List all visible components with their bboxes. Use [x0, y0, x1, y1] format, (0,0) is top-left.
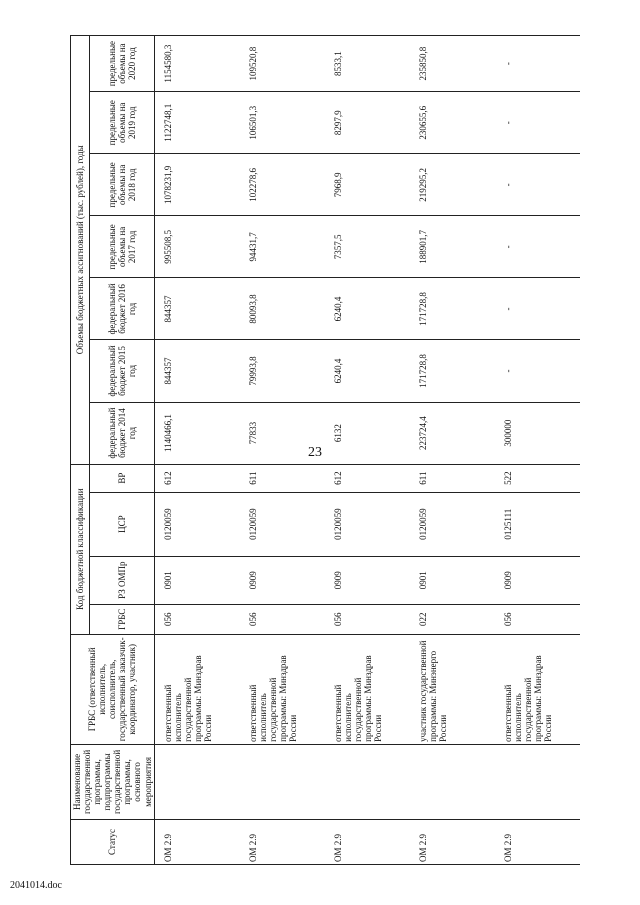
cell-code-vr: 611	[240, 464, 325, 492]
header-volume-2016: федеральный бюджет 2016 год	[90, 278, 154, 340]
header-volume-2014: федеральный бюджет 2014 год	[90, 402, 154, 464]
header-volume-2018: предельные объемы на 2018 год	[90, 154, 154, 216]
cell-code-rz: 0909	[240, 556, 325, 604]
cell-volume-2016: 844357	[154, 278, 240, 340]
cell-volume-2017: 188901,7	[410, 216, 495, 278]
cell-volume-2018: 102278,6	[240, 154, 325, 216]
cell-code-grbs: 022	[410, 604, 495, 634]
cell-status: ОМ 2.9	[154, 819, 240, 864]
cell-code-rz: 0909	[325, 556, 410, 604]
cell-volume-2020: 109520,8	[240, 36, 325, 92]
cell-volume-2019: 230655,6	[410, 92, 495, 154]
header-volume-2019: предельные объемы на 2019 год	[90, 92, 154, 154]
header-program-name: Наименование государственной программы, подпрограммы государственной программы, основного мероприятия	[71, 744, 155, 819]
cell-volume-2016: -	[495, 278, 580, 340]
cell-volume-2016: 80093,8	[240, 278, 325, 340]
header-status: Статус	[71, 819, 155, 864]
cell-code-grbs: 056	[495, 604, 580, 634]
cell-volume-2019: 106501,3	[240, 92, 325, 154]
cell-volume-2020: 1154580,3	[154, 36, 240, 92]
cell-program-name	[410, 744, 495, 819]
cell-volume-2014: 300000	[495, 402, 580, 464]
cell-status: ОМ 2.9	[410, 819, 495, 864]
cell-volume-2017: 995508,5	[154, 216, 240, 278]
cell-volume-2014: 1140466,1	[154, 402, 240, 464]
cell-volume-2018: 7968,9	[325, 154, 410, 216]
header-budget-code-group: Код бюджетной классификации	[71, 464, 90, 634]
cell-grbs-role: ответственный исполнитель государственной программы: Минздрав России	[240, 634, 325, 744]
cell-volume-2015: 171728,8	[410, 340, 495, 402]
header-grbs-role: ГРБС (ответственный исполнитель, соисполнитель, государственный заказчик-координатор, участник)	[71, 634, 155, 744]
cell-volume-2020: 8533,1	[325, 36, 410, 92]
cell-code-csr: 0120059	[240, 492, 325, 556]
cell-volume-2019: 8297,9	[325, 92, 410, 154]
cell-volume-2016: 6240,4	[325, 278, 410, 340]
cell-code-grbs: 056	[154, 604, 240, 634]
table-row	[410, 36, 495, 865]
cell-volume-2014: 77833	[240, 402, 325, 464]
cell-program-name	[325, 744, 410, 819]
header-code-vr: ВР	[90, 464, 154, 492]
cell-program-name	[240, 744, 325, 819]
cell-program-name	[154, 744, 240, 819]
cell-volume-2014: 223724,4	[410, 402, 495, 464]
cell-code-vr: 612	[154, 464, 240, 492]
cell-volume-2019: 1122748,1	[154, 92, 240, 154]
cell-code-csr: 0125111	[495, 492, 580, 556]
cell-grbs-role: ответственный исполнитель государственной программы: Минздрав России	[325, 634, 410, 744]
table-row	[325, 36, 410, 865]
header-volume-2017: предельные объемы на 2017 год	[90, 216, 154, 278]
cell-program-name	[495, 744, 580, 819]
cell-code-grbs: 056	[325, 604, 410, 634]
header-code-csr: ЦСР	[90, 492, 154, 556]
cell-status: ОМ 2.9	[495, 819, 580, 864]
cell-code-vr: 612	[325, 464, 410, 492]
table-row	[240, 36, 325, 865]
cell-volume-2020: -	[495, 36, 580, 92]
rotated-table-container	[70, 35, 590, 865]
cell-code-rz: 0901	[410, 556, 495, 604]
cell-volume-2015: 844357	[154, 340, 240, 402]
cell-volume-2020: 235850,8	[410, 36, 495, 92]
table-row	[495, 36, 580, 865]
cell-volume-2019: -	[495, 92, 580, 154]
budget-table	[70, 35, 580, 865]
cell-volume-2017: 94431,7	[240, 216, 325, 278]
table-row	[154, 36, 240, 865]
cell-code-grbs: 056	[240, 604, 325, 634]
cell-code-vr: 522	[495, 464, 580, 492]
cell-grbs-role: ответственный исполнитель государственной программы: Минздрав России	[154, 634, 240, 744]
cell-volume-2018: 219295,2	[410, 154, 495, 216]
cell-code-csr: 0120059	[410, 492, 495, 556]
header-budget-volumes-group: Объемы бюджетных ассигнований (тыс. рублей), годы	[71, 36, 90, 465]
cell-volume-2017: -	[495, 216, 580, 278]
cell-volume-2015: 6240,4	[325, 340, 410, 402]
cell-volume-2018: -	[495, 154, 580, 216]
table-body	[154, 36, 580, 865]
cell-code-vr: 611	[410, 464, 495, 492]
header-volume-2020: предельные объемы на 2020 год	[90, 36, 154, 92]
cell-volume-2014: 6132	[325, 402, 410, 464]
header-code-rz: РЗ ОМПр	[90, 556, 154, 604]
cell-volume-2018: 1078231,9	[154, 154, 240, 216]
header-code-grbs: ГРБС	[90, 604, 154, 634]
cell-grbs-role: участник государственной программы: Минэнерго России	[410, 634, 495, 744]
cell-status: ОМ 2.9	[240, 819, 325, 864]
cell-volume-2016: 171728,8	[410, 278, 495, 340]
cell-code-rz: 0901	[154, 556, 240, 604]
cell-volume-2015: -	[495, 340, 580, 402]
cell-volume-2017: 7357,5	[325, 216, 410, 278]
page-number: 23	[308, 445, 322, 460]
cell-code-csr: 0120059	[325, 492, 410, 556]
cell-code-rz: 0909	[495, 556, 580, 604]
header-volume-2015: федеральный бюджет 2015 год	[90, 340, 154, 402]
cell-volume-2015: 79993,8	[240, 340, 325, 402]
cell-status: ОМ 2.9	[325, 819, 410, 864]
footer-filename: 2041014.doc	[10, 880, 62, 891]
cell-grbs-role: ответственный исполнитель государственной программы: Минздрав России	[495, 634, 580, 744]
cell-code-csr: 0120059	[154, 492, 240, 556]
